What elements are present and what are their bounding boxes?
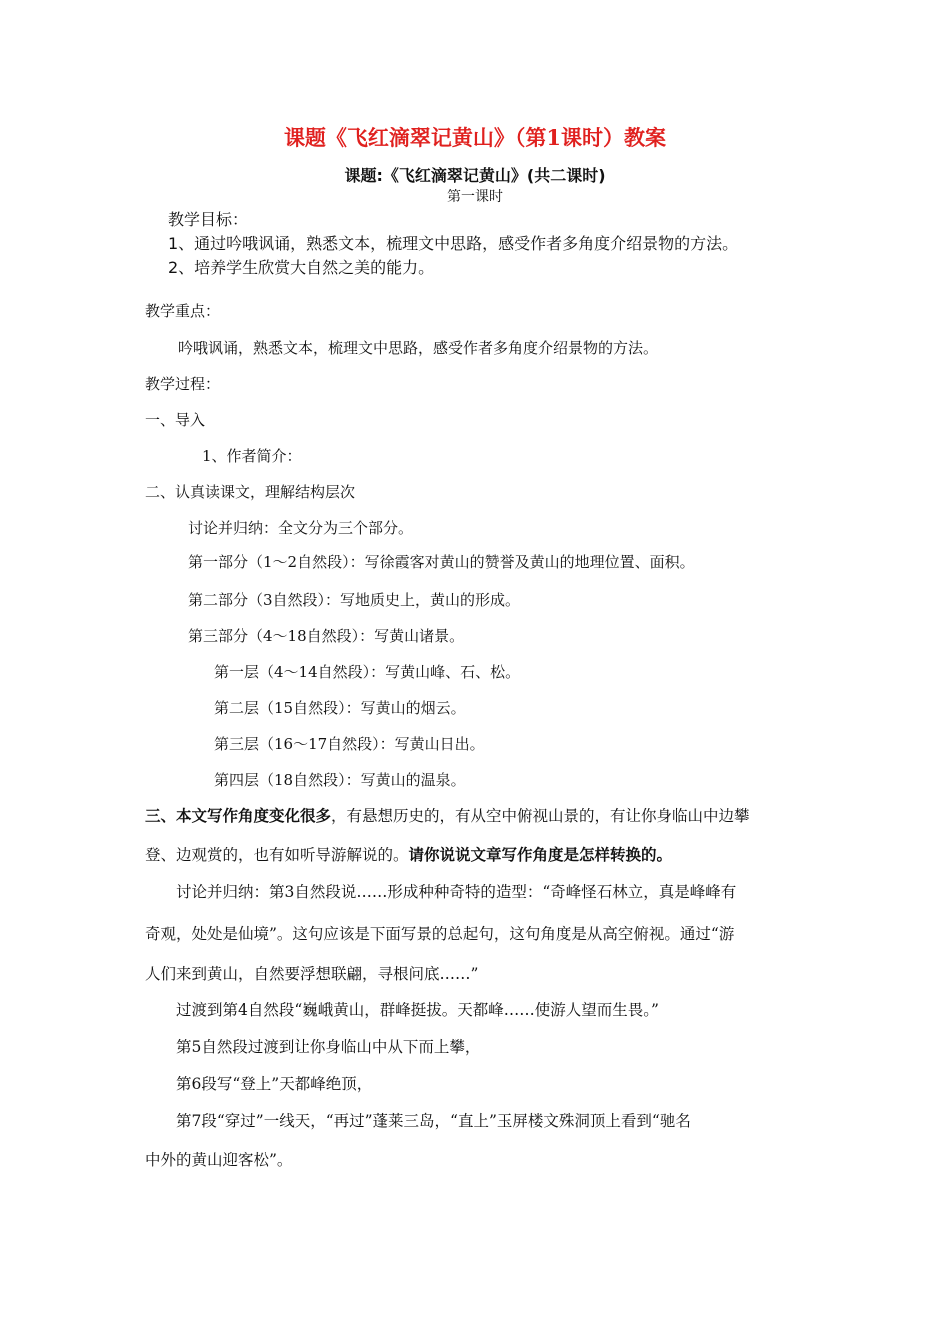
section-angles-question: 请你说说文章写作角度是怎样转换的。 xyxy=(408,845,673,864)
layer-line: 第一层（4～14自然段）：写黄山峰、石、松。 xyxy=(214,663,521,681)
section-angles-line1 xyxy=(145,806,750,826)
section-angles-heading: 三、本文写作角度变化很多 xyxy=(145,806,332,825)
document-subtitle: 课题:《飞红滴翠记黄山》(共二课时) xyxy=(344,166,606,185)
layer-line: 第二层（15自然段）：写黄山的烟云。 xyxy=(214,699,466,717)
discussion-line: 奇观，处处是仙境”。这句应该是下面写景的总起句，这句角度是从高空俯视。通过“游 xyxy=(145,925,735,943)
structure-line: 第一部分（1～2自然段）：写徐霞客对黄山的赞誉及黄山的地理位置、面积。 xyxy=(188,553,695,571)
discussion-line: 讨论并归纳：第3自然段说……形成种种奇特的造型：“奇峰怪石林立，真是峰峰有 xyxy=(176,883,737,901)
layer-line: 第三层（16～17自然段）：写黄山日出。 xyxy=(214,735,485,753)
section-structure: 二、认真读课文，理解结构层次 xyxy=(145,483,356,501)
discussion-line: 中外的黄山迎客松”。 xyxy=(145,1151,293,1169)
key-points-heading: 教学重点： xyxy=(145,302,221,320)
key-points-text: 吟哦讽诵，熟悉文本，梳理文中思路，感受作者多角度介绍景物的方法。 xyxy=(178,339,659,357)
section-intro-author: 1、作者简介： xyxy=(202,447,302,465)
section-angles-text2: 登、边观赏的，也有如听导游解说的。 xyxy=(145,846,409,864)
discussion-line: 过渡到第4自然段“巍峨黄山，群峰挺拔。天都峰……使游人望而生畏。” xyxy=(176,1001,659,1019)
document-title: 课题《飞红滴翠记黄山》（第1课时）教案 xyxy=(283,125,667,150)
discussion-line: 人们来到黄山，自然要浮想联翩，寻根问底……” xyxy=(145,965,479,983)
process-heading: 教学过程： xyxy=(145,375,221,393)
section-angles-text: ，有悬想历史的，有从空中俯视山景的，有让你身临山中边攀 xyxy=(331,807,750,825)
discussion-line: 第5自然段过渡到让你身临山中从下而上攀， xyxy=(176,1038,481,1056)
structure-line: 第三部分（4～18自然段）：写黄山诸景。 xyxy=(188,627,465,645)
discussion-line: 第7段“穿过”一线天，“再过”蓬莱三岛，“直上”玉屏楼文殊洞顶上看到“驰名 xyxy=(176,1112,691,1130)
section-intro: 一、导入 xyxy=(145,411,206,429)
objective-item: 1、通过吟哦讽诵，熟悉文本，梳理文中思路，感受作者多角度介绍景物的方法。 xyxy=(168,234,739,253)
objectives-heading: 教学目标： xyxy=(168,210,249,229)
discussion-line: 第6段写“登上”天都峰绝顶， xyxy=(176,1075,373,1093)
structure-line: 讨论并归纳：全文分为三个部分。 xyxy=(188,519,414,537)
structure-line: 第二部分（3自然段）：写地质史上，黄山的形成。 xyxy=(188,591,521,609)
section-angles-line2 xyxy=(145,845,672,865)
objective-item: 2、培养学生欣赏大自然之美的能力。 xyxy=(168,258,435,277)
session-label: 第一课时 xyxy=(447,189,503,205)
layer-line: 第四层（18自然段）：写黄山的温泉。 xyxy=(214,771,466,789)
